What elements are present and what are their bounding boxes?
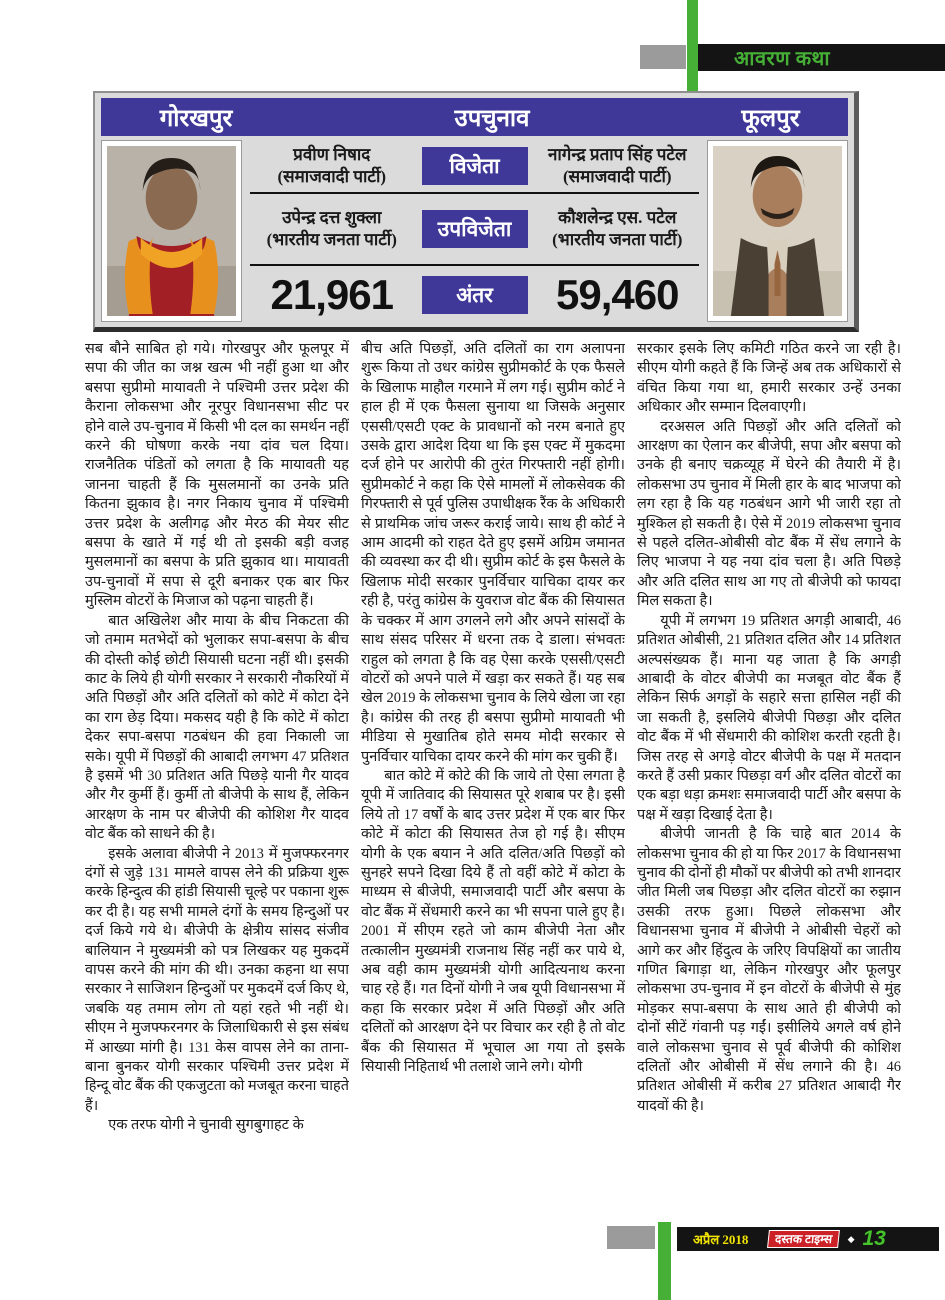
article-column-1: [85, 340, 349, 1218]
article-paragraph: बात अखिलेश और माया के बीच निकटता की जो तमाम मतभेदों को भुलाकर सपा-बसपा के बीच की दोस्ती कोई छोटी सियासी घटना नहीं थी। इसकी काट के लिये ही योगी सरकार ने सरकारी नौकरियों में अति पिछड़ों और अति दलितों को कोटे में कोटा देने का राग छेड़ दिया। मकसद यही है कि कोटे में कोटा देकर सपा-बसपा गठबंधन की हवा निकाली जा सके। यूपी में पिछड़ों की आबादी लगभग 47 प्रतिशत है इसमें भी 30 प्रतिशत अति पिछड़े यानी गैर यादव और गैर कुर्मी हैं। कुर्मी तो बीजेपी के साथ हैं, लेकिन आरक्षण के नाम पर बीजेपी की कोशिश गैर यादव वोट बैंक को साधने की है।: [85, 612, 349, 843]
winner-left-candidate: [250, 144, 414, 188]
runner-up-left-name: उपेन्द्र दत्त शुक्ला: [282, 207, 382, 227]
page-number: 13: [862, 1227, 886, 1250]
magazine-logo: दस्तक टाइम्स: [767, 1230, 840, 1248]
winner-row: [250, 140, 699, 192]
footer-gray-block: [607, 1226, 655, 1249]
article-paragraph: सब बौने साबित हो गये। गोरखपुर और फूलपूर में सपा की जीत का जश्न खत्म भी नहीं हुआ था और बसपा सुप्रीमो मायावती ने पश्चिमी उत्तर प्रदेश की कैराना लोकसभा और नूरपुर विधानसभा सीट पर होने वाले उप-चुनाव में किसी भी दल का समर्थन नहीं करने की घोषणा करके नया दांव चल दिया। राजनैतिक पंडितों को लगता है कि मायावती यह जानना चाहती हैं कि मुसलमानों का उनके प्रति कितना झुकाव है। नगर निकाय चुनाव में पश्चिमी उत्तर प्रदेश के अलीगढ़ और मेरठ की मेयर सीट बसपा के खाते में गई थी तो इसकी बड़ी वजह मुसलमानों का बसपा के प्रति झुकाव था। मायावती उप-चुनावों में सपा से दूरी बनाकर एक बार फिर मुस्लिम वोटरों के मिजाज को पढ़ना चाहती हैं।: [85, 341, 349, 610]
infobox-body: [101, 140, 848, 324]
header-green-accent-bar: [687, 0, 698, 91]
margin-left-value: 21,961: [270, 271, 393, 318]
header-gray-block: [640, 45, 686, 69]
winner-badge: विजेता: [422, 147, 528, 185]
diamond-separator-icon: ◆: [847, 1233, 855, 1244]
runner-up-row: [250, 192, 699, 266]
runner-up-right-party: (भारतीय जनता पार्टी): [552, 230, 683, 249]
runner-up-badge: उपविजेता: [422, 210, 528, 248]
article-body: [85, 340, 901, 1218]
article-paragraph: यूपी में लगभग 19 प्रतिशत अगड़ी आबादी, 46 प्रतिशत ओबीसी, 21 प्रतिशत दलित और 14 प्रतिशत अल्पसंख्यक हैं। माना यह जाता है कि अगड़ी आबादी के वोटर बीजेपी का मजबूत वोट बैंक हैं लेकिन सिर्फ अगड़ों के सहारे सत्ता हासिल नहीं की जा सकती है, इसलिये बीजेपी पिछड़ा और दलित वोट बैंक में भी सेंधमारी की कोशिश करती रहती है। जिस तरह से अगड़े वोटर बीजेपी के पक्ष में मतदान करते हैं उसी प्रकार पिछड़ा वर्ग और दलित वोटरों का एक बड़ा धड़ा क्रमशः समाजवादी पार्टी और बसपा के पक्ष में खड़ा दिखाई देता है।: [637, 612, 901, 823]
constituency-right-title: फूलपुर: [741, 105, 800, 132]
winner-right-name: नागेन्द्र प्रताप सिंह पटेल: [547, 144, 687, 164]
footer-issue-date: अप्रैल 2018: [693, 1232, 749, 1247]
winner-photo-phulpur: [707, 140, 848, 322]
margin-badge: अंतर: [422, 276, 528, 314]
article-column-2: [361, 340, 625, 1218]
runner-up-left-candidate: [250, 207, 414, 251]
runner-up-left-party: (भारतीय जनता पार्टी): [266, 230, 397, 249]
article-paragraph: सरकार इसके लिए कमिटी गठित करने जा रही है। सीएम योगी कहते हैं कि जिन्हें अब तक अधिकारों से वंचित किया गया था, हमारी सरकार उन्हें उनका अधिकार और सम्मान दिलवाएगी।: [637, 341, 901, 416]
section-title: आवरण कथा: [734, 48, 831, 70]
footer-bar: [677, 1227, 939, 1251]
article-paragraph: बात कोटे में कोटे की कि जाये तो ऐसा लगता है यूपी में जातिवाद की सियासत पूरे शबाब पर है। इसी लिये तो 17 वर्षों के बाद उत्तर प्रदेश में एक बार फिर कोटे में कोटा की सियासत तेज हो गई है। सीएम योगी के एक बयान ने अति दलित/अति पिछड़ों को सुनहरे सपने दिखा दिये हैं तो वहीं कोटे में कोटा के माध्यम से बीजेपी, समाजवादी पार्टी और बसपा के वोट बैंक में सेंधमारी करने का भी सपना पाले हुए है। 2001 में सीएम रहते जो काम बीजेपी नेता और तत्कालीन मुख्यमंत्री राजनाथ सिंह नहीं कर पाये थे, अब वही काम मुख्यमंत्री योगी आदित्यनाथ करना चाह रहे हैं। गत दिनों योगी ने जब यूपी विधानसभा में कहा कि सरकार प्रदेश में अति पिछड़ों और अति दलितों को आरक्षण देने पर विचार कर रही है तो वोट बैंक की सियासत में भूचाल आ गया तो इसके सियासी निहितार्थ भी तलाशे जाने लगे। योगी: [361, 767, 625, 1076]
section-header-bar: [698, 44, 945, 71]
margin-row: [250, 266, 699, 324]
footer-green-accent-bar: [658, 1222, 671, 1300]
runner-up-right-name: कौशलेन्द्र एस. पटेल: [558, 207, 677, 227]
winner-photo-gorakhpur: [101, 140, 242, 322]
infobox-results-grid: [250, 140, 699, 324]
winner-left-party: (समाजवादी पार्टी): [277, 167, 387, 186]
constituency-left-title: गोरखपुर: [159, 105, 233, 132]
article-paragraph: इसके अलावा बीजेपी ने 2013 में मुजफ्फरनगर दंगों से जुड़े 131 मामले वापस लेने की प्रक्रिया शुरू करके हिन्दुत्व की हांडी सियासी चूल्हे पर पकाना शुरू कर दी है। यह सभी मामले दंगों के समय हिन्दुओं पर दर्ज किये गये थे। बीजेपी के क्षेत्रीय सांसद संजीव बालियान ने मुख्यमंत्री को पत्र लिखकर यह मुकदमें वापस करने की मांग की थी। उनका कहना था सपा सरकार ने साजिशन हिन्दुओं पर मुकदमें दर्ज किए थे, जबकि यह तमाम लोग तो यहां रहते भी नहीं थे। सीएम ने मुजफ्फरनगर के जिलाधिकारी से इस संबंध में आख्या मांगी है। 131 केस वापस लेने का ताना-बाना बुनकर योगी सरकार पश्चिमी उत्तर प्रदेश में हिन्दू वोट बैंक की एकजुटता को मजबूत करना चाहते हैं।: [85, 845, 349, 1114]
winner-right-candidate: [536, 144, 700, 188]
article-paragraph: दरअसल अति पिछड़ों और अति दलितों को आरक्षण का ऐलान कर बीजेपी, सपा और बसपा को उनके ही बनाए चक्रव्यूह में घेरने की तैयारी में है। लोकसभा उप चुनाव में मिली हार के बाद भाजपा को लग रहा है कि यह गठबंधन आगे भी जारी रहा तो मुश्किल हो सकती है। ऐसे में 2019 लोकसभा चुनाव से पहले दलित-ओबीसी वोट बैंक में सेंध लगाने के लिए भाजपा ने यह नया दांव चला है। अति पिछड़े और अति दलित साथ आ गए तो बीजेपी को फायदा मिल सकता है।: [637, 418, 901, 610]
article-paragraph: बीच अति पिछड़ों, अति दलितों का राग अलापना शुरू किया तो उधर कांग्रेस सुप्रीमकोर्ट के एक फैसले के खिलाफ माहौल गरमाने में लग गई। सुप्रीम कोर्ट ने हाल ही में एक फैसला सुनाया था जिसके अनुसार एससी/एसटी एक्ट के प्रावधानों को नरम बनाते हुए उसके द्वारा आदेश दिया था कि इस एक्ट में मुकदमा दर्ज होने पर आरोपी की तुरंत गिरफ्तारी नहीं होगी। सुप्रीमकोर्ट ने कहा कि ऐसे मामलों में लोकसेवक की गिरफ्तारी से पूर्व पुलिस उपाधीक्षक रैंक के अधिकारी से प्राथमिक जांच जरूर कराई जाये। साथ ही कोर्ट ने आम आदमी को राहत देते हुए इसमें अग्रिम जमानत की व्यवस्था कर दी थी। सुप्रीम कोर्ट के इस फैसले के खिलाफ मोदी सरकार पुनर्विचार याचिका दायर कर रही है, परंतु कांग्रेस के युवराज वोट बैंक की सियासत के चक्कर में आग उगलने लगे और अपने सांसदों के साथ संसद परिसर में धरना तक दे डाला। संभवतः राहुल को लगता है कि वह ऐसा करके एससी/एसटी वोटरों को अपने पाले में खड़ा कर सकते हैं। यह सब खेल 2019 के लोकसभा चुनाव के लिये खेला जा रहा है। कांग्रेस की तरह ही बसपा सुप्रीमो मायावती भी मीडिया से मुखातिब होते समय मोदी सरकार से पुनर्विचार याचिका दायर करने की मांग कर चुकी हैं।: [361, 341, 625, 765]
byelection-results-infobox: [93, 91, 859, 332]
winner-photo-right-illustration: [713, 146, 842, 316]
runner-up-right-candidate: [536, 207, 700, 251]
winner-photo-left-illustration: [107, 146, 236, 316]
winner-left-name: प्रवीण निषाद: [293, 144, 371, 164]
article-paragraph: बीजेपी जानती है कि चाहे बात 2014 के लोकसभा चुनाव की हो या फिर 2017 के विधानसभा चुनाव की दोनों ही मौकों पर बीजेपी को तभी शानदार जीत मिली जब पिछड़ा और दलित वोटरों का रुझान उसकी तरफ हुआ। पिछले लोकसभा और विधानसभा चुनाव में बीजेपी ने ओबीसी चेहरों को आगे कर और हिंदुत्व के जरिए विपक्षियों का जातीय गणित बिगाड़ा था, लेकिन गोरखपुर और फूलपुर लोकसभा उप-चुनाव में इन वोटरों के बीजेपी से मुंह मोड़कर सपा-बसपा के साथ आते ही बीजेपी को दोनों सीटें गंवानी पड़ गईं। इसीलिये अगले वर्ष होने वाले लोकसभा चुनाव से पूर्व बीजेपी की कोशिश दलितों और ओबीसी में सेंध लगाने की है। 46 प्रतिशत ओबीसी में करीब 27 प्रतिशत आबादी गैर यादवों की है।: [637, 826, 901, 1114]
article-paragraph: एक तरफ योगी ने चुनावी सुगबुगाहट के: [108, 1117, 304, 1134]
winner-right-party: (समाजवादी पार्टी): [562, 167, 672, 186]
infobox-title-bar: [101, 98, 848, 136]
article-column-3: [637, 340, 901, 1218]
infobox-center-title: उपचुनाव: [454, 105, 530, 132]
margin-right-value: 59,460: [556, 271, 679, 318]
